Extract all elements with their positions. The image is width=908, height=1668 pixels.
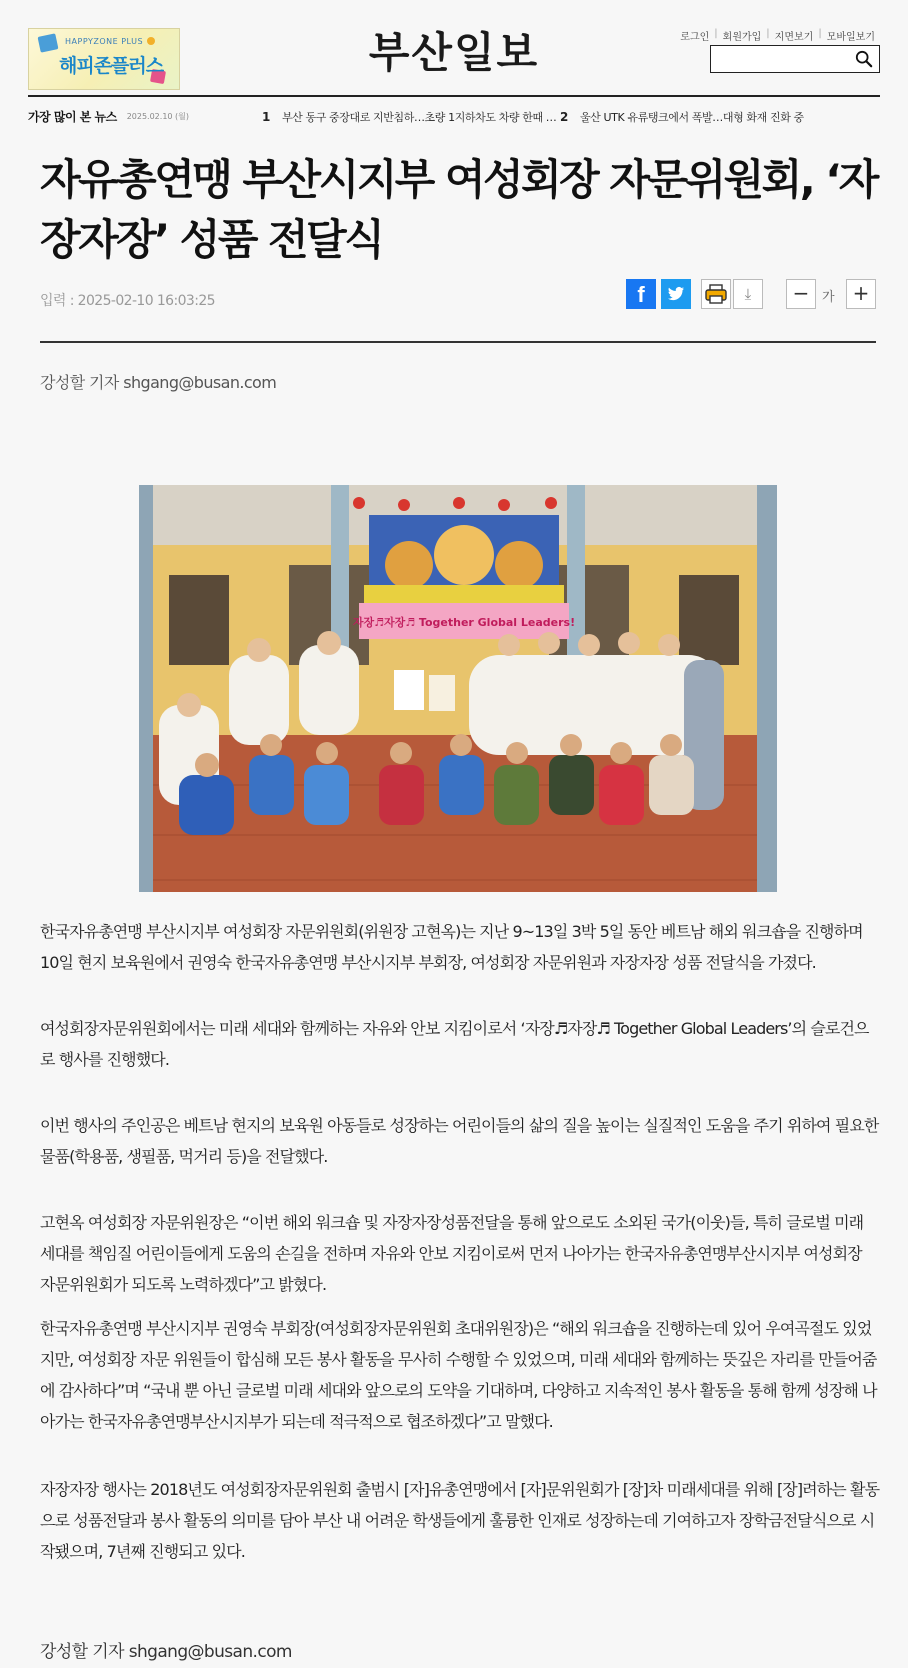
rank-number: 2 [560, 109, 568, 124]
article-photo[interactable] [139, 485, 777, 892]
site-logo[interactable]: 부산일보 [368, 28, 540, 77]
byline: 강성할 기자 shgang@busan.com [40, 373, 277, 392]
signup-link[interactable]: 회원가입 [722, 32, 762, 43]
search-box [710, 45, 880, 73]
login-link[interactable]: 로그인 [680, 32, 710, 43]
font-increase-button[interactable] [846, 279, 876, 309]
mobile-link[interactable]: 모바일보기 [826, 32, 875, 43]
article-paragraph: 여성회장자문위원회에서는 미래 세대와 함께하는 자유와 안보 지킴이로서 ‘자장♬자장♬ Together Global Leaders’의 슬로건으로 행사를 진행했다. [40, 1019, 869, 1069]
article-paragraph: 자장자장 행사는 2018년도 여성회장자문위원회 출범시 [자]유총연맹에서 [자]문위원회가 [장]차 미래세대를 위해 [장]려하는 활동으로 성품전달과 봉사 활동의 의미를 담아 부산 내 어려운 학생들에게 훌륭한 인재로 성장하는데 기여하고자 장학금전달식으로 시작됐으며, 7년째 진행되고 있다. [40, 1480, 880, 1561]
separator: | [766, 28, 770, 39]
search-icon[interactable] [855, 50, 873, 68]
epaper-link[interactable]: 지면보기 [774, 32, 814, 43]
facebook-share-button[interactable] [626, 279, 656, 309]
font-size-label: 가 [822, 290, 835, 305]
download-button[interactable] [733, 279, 763, 309]
most-read-title[interactable]: 울산 UTK 유류탱크에서 폭발…대형 화재 진화 중 [579, 110, 804, 124]
minus-icon: − [792, 281, 810, 305]
most-read-bar [28, 108, 880, 125]
group-photo-illustration [139, 485, 777, 892]
utility-nav [675, 28, 880, 43]
most-read-item[interactable] [262, 109, 556, 125]
print-button[interactable] [701, 279, 731, 309]
article-divider [40, 341, 876, 343]
article-paragraph: 고현옥 여성회장 자문위원장은 “이번 해외 워크숍 및 자장자장성품전달을 통해 앞으로도 소외된 국가(이웃)들, 특히 글로벌 미래 세대를 책임질 어린이들에게 도움의 손길을 전하며 자유와 안보 지킴이로써 먼저 나아가는 한국자유총연맹부산시지부 여성회장 자문위원회가 되도록 노력하겠다”고 밝혔다. [40, 1213, 864, 1294]
rank-number: 1 [262, 109, 270, 124]
article-paragraph: 한국자유총연맹 부산시지부 권영숙 부회장(여성회장자문위원회 초대위원장)은 “해외 워크숍을 진행하는데 있어 우여곡절도 있었지만, 여성회장 자문 위원들이 합심해 모든 봉사 활동을 무사히 수행할 수 있었으며, 미래 세대와 함께하는 뜻깊은 자리를 만들어줌에 감사하다”며 “국내 뿐 아닌 글로벌 미래 세대와 앞으로의 도약을 기대하며, 다양하고 지속적인 봉사 활동을 통해 함께 성장해 나아가는 한국자유총연맹부산시지부가 되는데 적극적으로 협조하겠다”고 말했다. [40, 1319, 877, 1431]
most-read-title[interactable]: 부산 동구 중장대로 지반침하…초량 1지하차도 차량 한때 … [281, 110, 557, 124]
banner-subtitle: HAPPYZONE PLUS [65, 37, 144, 46]
most-read-date: 2025.02.10 (월) [126, 112, 190, 121]
facebook-icon: f [637, 282, 645, 307]
twitter-icon [661, 279, 691, 309]
byline-footer: 강성할 기자 shgang@busan.com [40, 1642, 292, 1662]
plus-icon: + [852, 281, 870, 305]
header-divider [28, 95, 880, 97]
banner-title: 해피존플러스 [59, 55, 164, 77]
most-read-label: 가장 많이 본 뉴스 [28, 110, 117, 124]
article-headline: 자유총연맹 부산시지부 여성회장 자문위원회, ‘자장자장’ 성품 전달식 [40, 155, 877, 264]
separator: | [714, 28, 718, 39]
separator: | [818, 28, 822, 39]
article-paragraph: 한국자유총연맹 부산시지부 여성회장 자문위원회(위원장 고현옥)는 지난 9~13일 3박 5일 동안 베트남 해외 워크숍을 진행하며 10일 현지 보육원에서 권영숙 한국자유총연맹 부산시지부 부회장, 여성회장 자문위원과 자장자장 성품 전달식을 가졌다. [40, 922, 863, 972]
search-input[interactable] [717, 47, 851, 73]
printer-icon [702, 280, 730, 308]
twitter-share-button[interactable] [661, 279, 691, 309]
article-paragraph: 이번 행사의 주인공은 베트남 현지의 보육원 아동들로 성장하는 어린이들의 삶의 질을 높이는 실질적인 도움을 주기 위하여 필요한 물품(학용품, 생필품, 먹거리 등)을 전달했다. [40, 1116, 879, 1166]
most-read-item[interactable] [560, 109, 804, 125]
font-decrease-button[interactable] [786, 279, 816, 309]
photo-banner-text: 자장♬자장♬ Together Global Leaders! [352, 616, 576, 629]
download-icon: ⤓ [744, 285, 752, 303]
publish-date: 입력 : 2025-02-10 16:03:25 [40, 293, 215, 309]
